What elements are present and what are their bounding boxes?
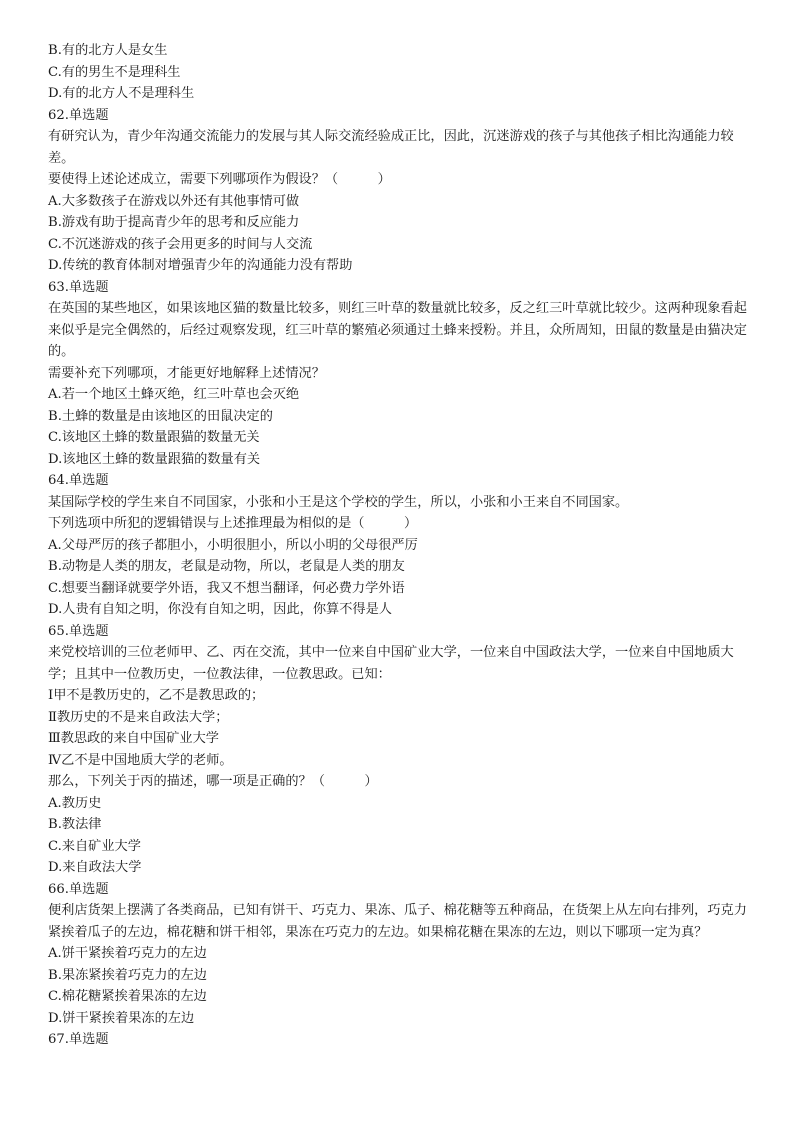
question-header: 65.单选题 [48, 623, 109, 639]
option-b: B.教法律 [48, 817, 102, 832]
question-66 [48, 879, 760, 1030]
question-header: 66.单选题 [48, 881, 109, 897]
option-d: D.人贵有自知之明，你没有自知之明，因此，你算不得是人 [48, 602, 392, 617]
question-stem: 在英国的某些地区，如果该地区猫的数量比较多，则红三叶草的数量就比较多，反之红三叶草就比较少。这两种现象看起来似乎是完全偶然的，后经过观察发现，红三叶草的繁殖必须通过土蜂来授粉。并且，众所周知，田鼠的数量是由猫决定的。 [48, 301, 747, 359]
option-b: B.游戏有助于提高青少年的思考和反应能力 [48, 215, 300, 230]
option-a: A.教历史 [48, 795, 102, 811]
option-b: B.有的北方人是女生 [48, 43, 168, 58]
option-c: C.不沉迷游戏的孩子会用更多的时间与人交流 [48, 236, 313, 252]
question-stem: 来党校培训的三位老师甲、乙、丙在交流，其中一位来自中国矿业大学，一位来自中国政法大学，一位来自中国地质大学；且其中一位教历史，一位教法律，一位教思政。已知： [48, 645, 734, 682]
condition-1: Ⅰ甲不是教历史的，乙不是教思政的； [48, 688, 265, 703]
question-65 [48, 621, 760, 879]
question-prompt: 需要补充下列哪项，才能更好地解释上述情况？ [48, 365, 325, 381]
question-header: 64.单选题 [48, 473, 109, 488]
option-d: D.该地区土蜂的数量跟猫的数量有关 [48, 451, 261, 467]
option-c: C.棉花糖紧挨着果冻的左边 [48, 989, 207, 1004]
option-d: D.传统的教育体制对增强青少年的沟通能力没有帮助 [48, 258, 353, 273]
question-64 [48, 470, 760, 621]
question-stem: 有研究认为，青少年沟通交流能力的发展与其人际交流经验成正比，因此，沉迷游戏的孩子与其他孩子相比沟通能力较差。 [48, 129, 734, 166]
option-c: C.该地区土蜂的数量跟猫的数量无关 [48, 430, 260, 445]
q61-continued-options [48, 40, 760, 105]
question-header: 62.单选题 [48, 107, 109, 123]
question-header: 67.单选题 [48, 1032, 109, 1047]
condition-2: Ⅱ教历史的不是来自政法大学； [48, 709, 229, 725]
question-header: 63.单选题 [48, 279, 109, 295]
option-d: D.饼干紧挨着果冻的左边 [48, 1010, 195, 1026]
option-d: D.有的北方人不是理科生 [48, 86, 195, 101]
option-c: C.有的男生不是理科生 [48, 64, 181, 80]
option-c: C.来自矿业大学 [48, 838, 141, 854]
question-prompt: 要使得上述论述成立，需要下列哪项作为假设？（ ） [48, 172, 391, 187]
question-62 [48, 105, 760, 277]
option-a: A.饼干紧挨着巧克力的左边 [48, 946, 207, 961]
option-b: B.果冻紧挨着巧克力的左边 [48, 967, 207, 983]
option-d: D.来自政法大学 [48, 860, 142, 875]
option-b: B.土蜂的数量是由该地区的田鼠决定的 [48, 408, 273, 424]
question-63 [48, 277, 760, 471]
question-stem: 某国际学校的学生来自不同国家，小张和小王是这个学校的学生，所以，小张和小王来自不同国家。 [48, 494, 629, 510]
question-67 [48, 1029, 760, 1051]
condition-4: Ⅳ乙不是中国地质大学的老师。 [48, 752, 233, 768]
condition-3: Ⅲ教思政的来自中国矿业大学 [48, 731, 219, 746]
option-c: C.想要当翻译就要学外语，我又不想当翻译，何必费力学外语 [48, 580, 405, 596]
exam-page [48, 40, 760, 1051]
option-a: A.父母严厉的孩子都胆小，小明很胆小，所以小明的父母很严厉 [48, 537, 418, 553]
option-b: B.动物是人类的朋友，老鼠是动物，所以，老鼠是人类的朋友 [48, 559, 405, 574]
option-a: A.大多数孩子在游戏以外还有其他事情可做 [48, 193, 300, 209]
question-stem: 便利店货架上摆满了各类商品，已知有饼干、巧克力、果冻、瓜子、棉花糖等五种商品，在货架上从左向右排列，巧克力紧挨着瓜子的左边，棉花糖和饼干相邻，果冻在巧克力的左边。如果棉花糖在果冻的左边，则以下哪项一定为真？ [48, 903, 747, 940]
question-prompt: 那么，下列关于丙的描述，哪一项是正确的？（ ） [48, 774, 378, 789]
question-prompt: 下列选项中所犯的逻辑错误与上述推理最为相似的是（ ） [48, 516, 418, 531]
option-a: A.若一个地区土蜂灭绝，红三叶草也会灭绝 [48, 387, 300, 402]
